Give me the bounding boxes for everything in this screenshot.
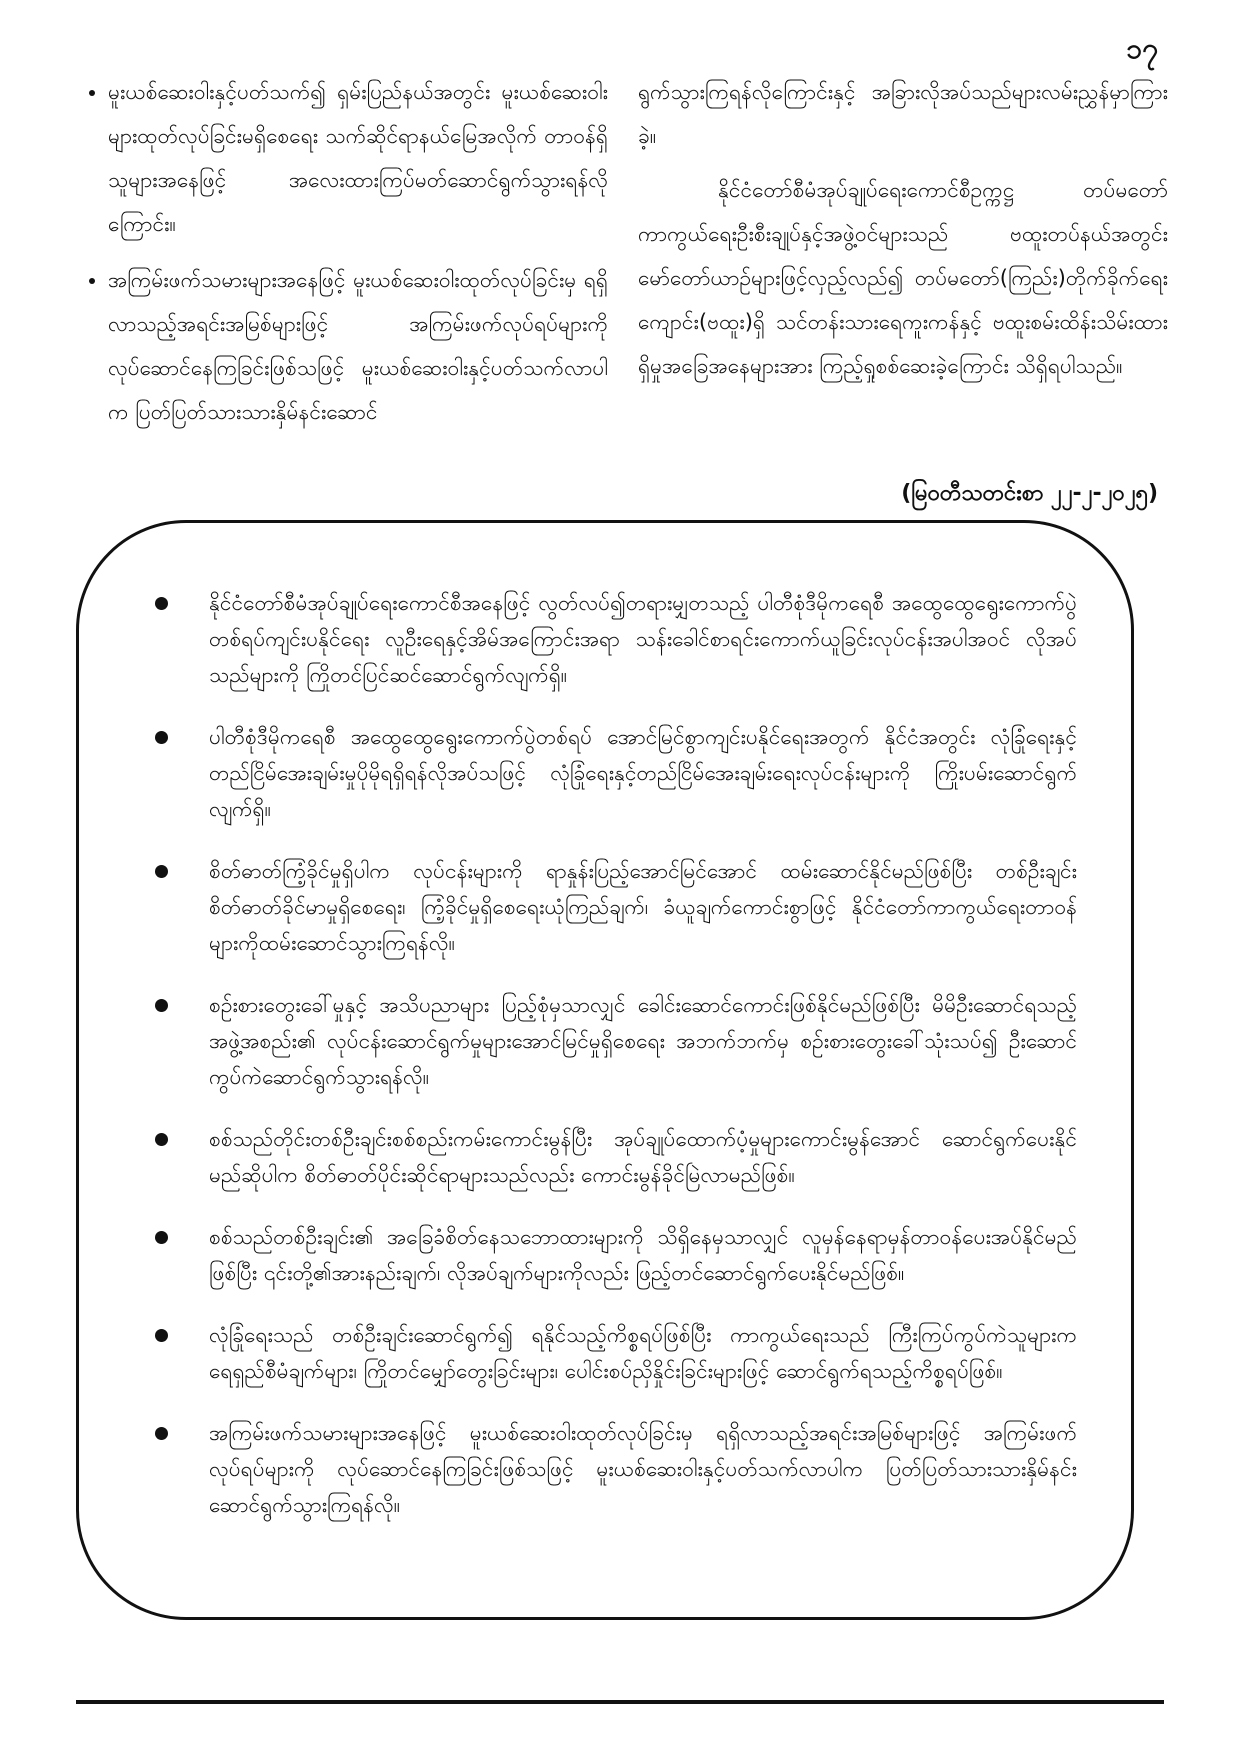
right-column xyxy=(638,70,1168,446)
summary-item-text: စစ်သည်တိုင်းတစ်ဦးချင်းစစ်စည်းကမ်းကောင်းမွန်ပြီး အုပ်ချုပ်ထောက်ပံ့မှုများကောင်းမွန်အောင် ဆောင်ရွက်ပေးနိုင်မည်ဆိုပါက စိတ်ဓာတ်ပိုင်းဆိုင်ရာများသည်လည်း ကောင်းမွန်ခိုင်မြဲလာမည်ဖြစ်။ xyxy=(209,1127,1077,1187)
summary-item xyxy=(209,853,1077,961)
bullet-icon xyxy=(155,597,168,610)
summary-item xyxy=(209,585,1077,693)
summary-item-text: စိတ်ဓာတ်ကြံ့ခိုင်မှုရှိပါက လုပ်ငန်းများကို ရာနှုန်းပြည့်အောင်မြင်အောင် ထမ်းဆောင်နိုင်မည်ဖြစ်ပြီး တစ်ဦးချင်းစိတ်ဓာတ်ခိုင်မာမှုရှိစေရေး၊ ကြံ့ခိုင်မှုရှိစေရေးယုံကြည်ချက်၊ ခံယူချက်ကောင်းစွာဖြင့် နိုင်ငံတော်ကာကွယ်ရေးတာဝန်များကိုထမ်းဆောင်သွားကြရန်လို။ xyxy=(209,859,1077,955)
right-paragraph: ရွက်သွားကြရန်လိုကြောင်းနှင့် အခြားလိုအပ်သည်များလမ်းညွှန်မှာကြားခဲ့။ xyxy=(638,80,1168,148)
left-column xyxy=(78,70,608,446)
summary-item xyxy=(209,1415,1077,1523)
bullet-icon xyxy=(155,1133,168,1146)
left-bullet-item: • အကြမ်းဖက်သမားများအနေဖြင့် မူးယစ်ဆေးဝါးထုတ်လုပ်ခြင်းမှ ရရှိလာသည့်အရင်းအမြစ်များဖြင့် အကြမ်းဖက်လုပ်ရပ်များကို လုပ်ဆောင်နေကြခြင်းဖြစ်သဖြင့် မူးယစ်ဆေးဝါးနှင့်ပတ်သက်လာပါက ပြတ်ပြတ်သားသားနှိမ်နင်းဆောင် xyxy=(108,258,608,434)
source-citation: (မြဝတီသတင်းစာ ၂၂-၂-၂၀၂၅) xyxy=(901,481,1158,506)
summary-item-text: နိုင်ငံတော်စီမံအုပ်ချုပ်ရေးကောင်စီအနေဖြင့် လွတ်လပ်၍တရားမျှတသည့် ပါတီစုံဒီမိုကရေစီ အထွေထွေရွေးကောက်ပွဲတစ်ရပ်ကျင်းပနိုင်ရေး လူဦးရေနှင့်အိမ်အကြောင်းအရာ သန်းခေါင်စာရင်းကောက်ယူခြင်းလုပ်ငန်းအပါအဝင် လိုအပ်သည်များကို ကြိုတင်ပြင်ဆင်ဆောင်ရွက်လျက်ရှိ။ xyxy=(209,591,1077,687)
summary-item-text: စဉ်းစားတွေးခေါ်မှုနှင့် အသိပညာများ ပြည့်စုံမှသာလျှင် ခေါင်းဆောင်ကောင်းဖြစ်နိုင်မည်ဖြစ်ပြီး မိမိဦးဆောင်ရသည့်အဖွဲ့အစည်း၏ လုပ်ငန်းဆောင်ရွက်မှုများအောင်မြင်မှုရှိစေရေး အဘက်ဘက်မှ စဉ်းစားတွေးခေါ်သုံးသပ်၍ ဦးဆောင်ကွပ်ကဲဆောင်ရွက်သွားရန်လို။ xyxy=(209,993,1077,1089)
summary-item xyxy=(209,1121,1077,1193)
bullet-icon xyxy=(155,999,168,1012)
right-paragraph: နိုင်ငံတော်စီမံအုပ်ချုပ်ရေးကောင်စီဥက္ကဋ္ဌ တပ်မတော်ကာကွယ်ရေးဦးစီးချုပ်နှင့်အဖွဲ့ဝင်များသည် ဗထူးတပ်နယ်အတွင်း မော်တော်ယာဉ်များဖြင့်လှည့်လည်၍ တပ်မတော်(ကြည်း)တိုက်ခိုက်ရေးကျောင်း(ဗထူး)ရှိ သင်တန်းသားရေကူးကန်နှင့် ဗထူးစမ်းထိန်းသိမ်းထားရှိမှုအခြေအနေများအား ကြည့်ရှုစစ်ဆေးခဲ့ကြောင်း သိရှိရပါသည်။ xyxy=(638,178,1168,378)
left-bullet-list xyxy=(78,70,608,434)
summary-item xyxy=(209,987,1077,1095)
bullet-icon xyxy=(155,865,168,878)
summary-item-text: လုံခြုံရေးသည် တစ်ဦးချင်းဆောင်ရွက်၍ ရနိုင်သည့်ကိစ္စရပ်ဖြစ်ပြီး ကာကွယ်ရေးသည် ကြီးကြပ်ကွပ်ကဲသူများက ရေရှည်စီမံချက်များ၊ ကြိုတင်မျှော်တွေးခြင်းများ၊ ပေါင်းစပ်ညှိနှိုင်းခြင်းများဖြင့် ဆောင်ရွက်ရသည့်ကိစ္စရပ်ဖြစ်။ xyxy=(209,1323,1077,1383)
summary-box xyxy=(76,520,1134,1620)
bullet-icon xyxy=(155,731,168,744)
summary-list xyxy=(139,585,1077,1523)
summary-item xyxy=(209,719,1077,827)
summary-item xyxy=(209,1317,1077,1389)
summary-item-text: အကြမ်းဖက်သမားများအနေဖြင့် မူးယစ်ဆေးဝါးထုတ်လုပ်ခြင်းမှ ရရှိလာသည့်အရင်းအမြစ်များဖြင့် အကြမ်းဖက်လုပ်ရပ်များကို လုပ်ဆောင်နေကြခြင်းဖြစ်သဖြင့် မူးယစ်ဆေးဝါးနှင့်ပတ်သက်လာပါက ပြတ်ပြတ်သားသားနှိမ်နင်းဆောင်ရွက်သွားကြရန်လို။ xyxy=(209,1421,1077,1517)
summary-item-text: စစ်သည်တစ်ဦးချင်း၏ အခြေခံစိတ်နေသဘောထားများကို သိရှိနေမှသာလျှင် လူမှန်နေရာမှန်တာဝန်ပေးအပ်နိုင်မည်ဖြစ်ပြီး ၎င်းတို့၏အားနည်းချက်၊ လိုအပ်ချက်များကိုလည်း ဖြည့်တင်ဆောင်ရွက်ပေးနိုင်မည်ဖြစ်။ xyxy=(209,1225,1077,1285)
page-number: ၁၇ xyxy=(1126,32,1158,65)
bottom-rule xyxy=(76,1700,1164,1704)
bullet-icon xyxy=(155,1231,168,1244)
left-bullet-item: • မူးယစ်ဆေးဝါးနှင့်ပတ်သက်၍ ရှမ်းပြည်နယ်အတွင်း မူးယစ်ဆေးဝါးများထုတ်လုပ်ခြင်းမရှိစေရေး သက်ဆိုင်ရာနယ်မြေအလိုက် တာဝန်ရှိသူများအနေဖြင့် အလေးထားကြပ်မတ်ဆောင်ရွက်သွားရန်လိုကြောင်း။ xyxy=(108,70,608,246)
summary-item-text: ပါတီစုံဒီမိုကရေစီ အထွေထွေရွေးကောက်ပွဲတစ်ရပ် အောင်မြင်စွာကျင်းပနိုင်ရေးအတွက် နိုင်ငံအတွင်း လုံခြုံရေးနှင့် တည်ငြိမ်အေးချမ်းမှုပိုမိုရရှိရန်လိုအပ်သဖြင့် လုံခြုံရေးနှင့်တည်ငြိမ်အေးချမ်းရေးလုပ်ငန်းများကို ကြိုးပမ်းဆောင်ရွက်လျက်ရှိ။ xyxy=(209,725,1077,821)
article-columns xyxy=(78,70,1168,446)
bullet-icon xyxy=(155,1427,168,1440)
summary-item xyxy=(209,1219,1077,1291)
bullet-icon xyxy=(155,1329,168,1342)
